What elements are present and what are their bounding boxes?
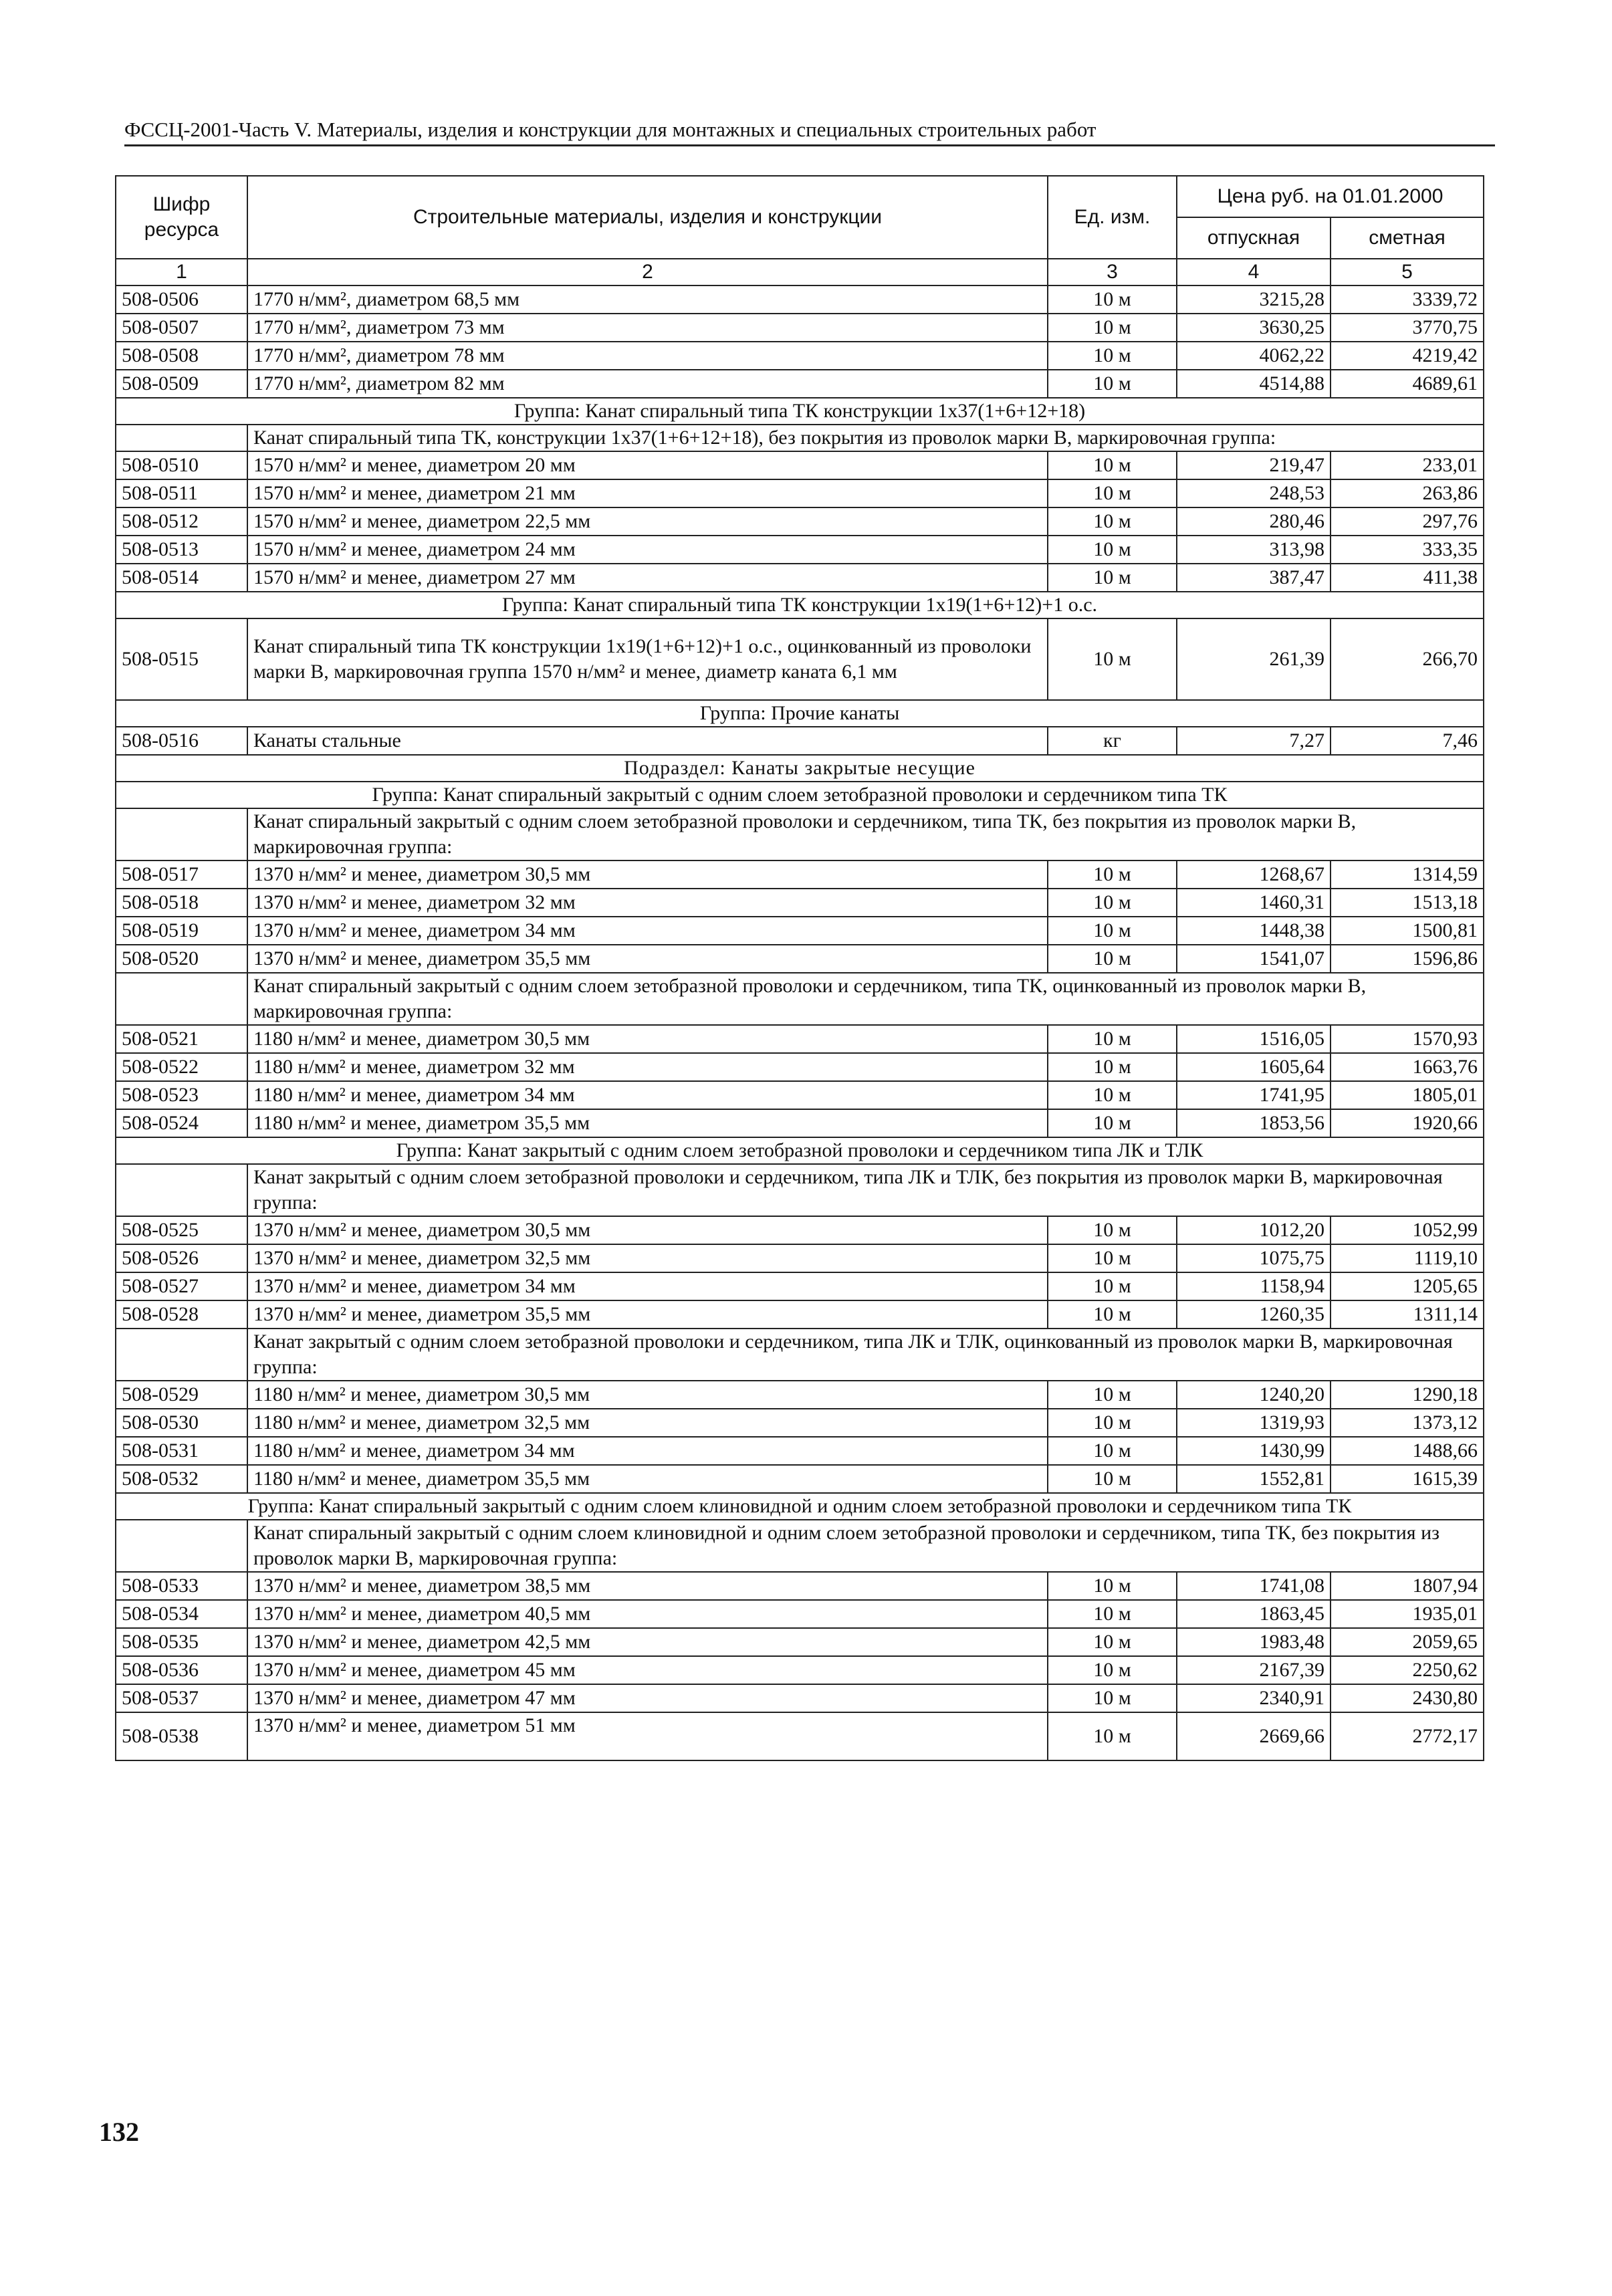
group-description-row	[116, 808, 1484, 860]
release-price: 3215,28	[1177, 285, 1331, 314]
unit: 10 м	[1048, 945, 1177, 973]
release-price: 2669,66	[1177, 1712, 1331, 1760]
material-name: 1370 н/мм² и менее, диаметром 51 мм	[247, 1712, 1048, 1760]
table-row	[116, 945, 1484, 973]
estimate-price: 1920,66	[1331, 1109, 1484, 1137]
estimate-price: 2430,80	[1331, 1684, 1484, 1712]
resource-code: 508-0524	[116, 1109, 247, 1137]
release-price: 1158,94	[1177, 1272, 1331, 1300]
estimate-price: 4219,42	[1331, 342, 1484, 370]
table-row	[116, 314, 1484, 342]
group-heading-row	[116, 782, 1484, 808]
col-number: 2	[247, 259, 1048, 285]
table-row	[116, 1381, 1484, 1409]
table-row	[116, 727, 1484, 755]
table-row	[116, 1025, 1484, 1053]
resource-code: 508-0520	[116, 945, 247, 973]
table-row	[116, 536, 1484, 564]
release-price: 1460,31	[1177, 889, 1331, 917]
estimate-price: 4689,61	[1331, 370, 1484, 398]
table-row	[116, 1109, 1484, 1137]
group-heading-row	[116, 700, 1484, 727]
resource-code: 508-0512	[116, 507, 247, 536]
unit: 10 м	[1048, 1656, 1177, 1684]
estimate-price: 233,01	[1331, 451, 1484, 479]
table-row	[116, 1465, 1484, 1493]
release-price: 1983,48	[1177, 1628, 1331, 1656]
release-price: 1260,35	[1177, 1300, 1331, 1329]
col-header-unit: Ед. изм.	[1048, 176, 1177, 259]
release-price: 2340,91	[1177, 1684, 1331, 1712]
resource-code: 508-0536	[116, 1656, 247, 1684]
unit: 10 м	[1048, 479, 1177, 507]
estimate-price: 263,86	[1331, 479, 1484, 507]
estimate-price: 297,76	[1331, 507, 1484, 536]
col-header-name: Строительные материалы, изделия и конструкции	[247, 176, 1048, 259]
empty-code-cell	[116, 1164, 247, 1216]
estimate-price: 1570,93	[1331, 1025, 1484, 1053]
material-name: 1180 н/мм² и менее, диаметром 35,5 мм	[247, 1465, 1048, 1493]
table-row	[116, 479, 1484, 507]
material-name: 1370 н/мм² и менее, диаметром 40,5 мм	[247, 1600, 1048, 1628]
unit: 10 м	[1048, 1081, 1177, 1109]
unit: 10 м	[1048, 1600, 1177, 1628]
col-number: 4	[1177, 259, 1331, 285]
estimate-price: 1373,12	[1331, 1409, 1484, 1437]
release-price: 261,39	[1177, 618, 1331, 700]
release-price: 4514,88	[1177, 370, 1331, 398]
material-name: 1180 н/мм² и менее, диаметром 32,5 мм	[247, 1409, 1048, 1437]
unit: 10 м	[1048, 1109, 1177, 1137]
release-price: 1268,67	[1177, 860, 1331, 889]
unit: 10 м	[1048, 507, 1177, 536]
release-price: 1012,20	[1177, 1216, 1331, 1244]
material-name: 1570 н/мм² и менее, диаметром 21 мм	[247, 479, 1048, 507]
resource-code: 508-0534	[116, 1600, 247, 1628]
resource-code: 508-0506	[116, 285, 247, 314]
estimate-price: 7,46	[1331, 727, 1484, 755]
material-name: 1770 н/мм², диаметром 73 мм	[247, 314, 1048, 342]
table-row	[116, 1244, 1484, 1272]
material-name: 1570 н/мм² и менее, диаметром 20 мм	[247, 451, 1048, 479]
release-price: 1853,56	[1177, 1109, 1331, 1137]
group-heading-row	[116, 1137, 1484, 1164]
table-row	[116, 370, 1484, 398]
material-name: 1180 н/мм² и менее, диаметром 30,5 мм	[247, 1025, 1048, 1053]
column-number-row	[116, 259, 1484, 285]
group-description: Канат закрытый с одним слоем зетобразной проволоки и сердечником, типа ЛК и ТЛК, без покрытия из проволок марки В, маркировочная группа:	[247, 1164, 1484, 1216]
resource-code: 508-0526	[116, 1244, 247, 1272]
material-name: 1370 н/мм² и менее, диаметром 42,5 мм	[247, 1628, 1048, 1656]
estimate-price: 411,38	[1331, 564, 1484, 592]
group-description: Канат спиральный закрытый с одним слоем клиновидной и одним слоем зетобразной проволоки и сердечником, типа ТК, без покрытия из проволок марки В, маркировочная группа:	[247, 1520, 1484, 1572]
unit: 10 м	[1048, 889, 1177, 917]
material-name: 1370 н/мм² и менее, диаметром 30,5 мм	[247, 860, 1048, 889]
resource-code: 508-0530	[116, 1409, 247, 1437]
resource-code: 508-0514	[116, 564, 247, 592]
estimate-price: 1290,18	[1331, 1381, 1484, 1409]
unit: 10 м	[1048, 1244, 1177, 1272]
group-heading: Группа: Канат закрытый с одним слоем зетобразной проволоки и сердечником типа ЛК и ТЛК	[116, 1137, 1484, 1164]
resource-code: 508-0515	[116, 618, 247, 700]
unit: 10 м	[1048, 370, 1177, 398]
resource-code: 508-0522	[116, 1053, 247, 1081]
material-name: 1370 н/мм² и менее, диаметром 35,5 мм	[247, 945, 1048, 973]
release-price: 1430,99	[1177, 1437, 1331, 1465]
table-row	[116, 342, 1484, 370]
estimate-price: 1488,66	[1331, 1437, 1484, 1465]
unit: 10 м	[1048, 1684, 1177, 1712]
unit: 10 м	[1048, 1409, 1177, 1437]
estimate-price: 3770,75	[1331, 314, 1484, 342]
unit: кг	[1048, 727, 1177, 755]
material-name: 1370 н/мм² и менее, диаметром 34 мм	[247, 917, 1048, 945]
col-header-code: Шифр ресурса	[116, 176, 247, 259]
unit: 10 м	[1048, 618, 1177, 700]
release-price: 1075,75	[1177, 1244, 1331, 1272]
table-row	[116, 1684, 1484, 1712]
group-description: Канат закрытый с одним слоем зетобразной проволоки и сердечником, типа ЛК и ТЛК, оцинкованный из проволок марки В, маркировочная группа:	[247, 1329, 1484, 1381]
release-price: 1741,08	[1177, 1572, 1331, 1600]
release-price: 1605,64	[1177, 1053, 1331, 1081]
resource-code: 508-0533	[116, 1572, 247, 1600]
estimate-price: 2059,65	[1331, 1628, 1484, 1656]
material-name: 1180 н/мм² и менее, диаметром 30,5 мм	[247, 1381, 1048, 1409]
unit: 10 м	[1048, 917, 1177, 945]
table-row	[116, 1216, 1484, 1244]
resource-code: 508-0511	[116, 479, 247, 507]
material-name: 1180 н/мм² и менее, диаметром 35,5 мм	[247, 1109, 1048, 1137]
release-price: 1319,93	[1177, 1409, 1331, 1437]
group-description-row	[116, 1329, 1484, 1381]
group-heading-row	[116, 1493, 1484, 1520]
group-description: Канат спиральный закрытый с одним слоем зетобразной проволоки и сердечником, типа ТК, оцинкованный из проволок марки В, маркировочная группа:	[247, 973, 1484, 1025]
resource-code: 508-0523	[116, 1081, 247, 1109]
unit: 10 м	[1048, 536, 1177, 564]
empty-code-cell	[116, 1329, 247, 1381]
group-description-row	[116, 973, 1484, 1025]
release-price: 1552,81	[1177, 1465, 1331, 1493]
group-heading: Группа: Канат спиральный типа ТК конструкции 1х19(1+6+12)+1 о.с.	[116, 592, 1484, 618]
material-name: 1370 н/мм² и менее, диаметром 32,5 мм	[247, 1244, 1048, 1272]
material-name: 1370 н/мм² и менее, диаметром 32 мм	[247, 889, 1048, 917]
empty-code-cell	[116, 808, 247, 860]
unit: 10 м	[1048, 1437, 1177, 1465]
col-header-estimate: сметная	[1331, 217, 1484, 259]
estimate-price: 1311,14	[1331, 1300, 1484, 1329]
table-row	[116, 1081, 1484, 1109]
resource-code: 508-0527	[116, 1272, 247, 1300]
estimate-price: 1500,81	[1331, 917, 1484, 945]
table-row	[116, 1409, 1484, 1437]
estimate-price: 1513,18	[1331, 889, 1484, 917]
resource-code: 508-0537	[116, 1684, 247, 1712]
release-price: 1448,38	[1177, 917, 1331, 945]
unit: 10 м	[1048, 1025, 1177, 1053]
estimate-price: 1935,01	[1331, 1600, 1484, 1628]
release-price: 248,53	[1177, 479, 1331, 507]
resource-code: 508-0517	[116, 860, 247, 889]
table-row	[116, 507, 1484, 536]
unit: 10 м	[1048, 285, 1177, 314]
group-heading: Группа: Канат спиральный типа ТК конструкции 1х37(1+6+12+18)	[116, 398, 1484, 425]
material-name: 1370 н/мм² и менее, диаметром 35,5 мм	[247, 1300, 1048, 1329]
unit: 10 м	[1048, 860, 1177, 889]
group-heading: Группа: Канат спиральный закрытый с одним слоем зетобразной проволоки и сердечником типа ТК	[116, 782, 1484, 808]
estimate-price: 1663,76	[1331, 1053, 1484, 1081]
unit: 10 м	[1048, 1216, 1177, 1244]
estimate-price: 1205,65	[1331, 1272, 1484, 1300]
col-number: 1	[116, 259, 247, 285]
resource-code: 508-0528	[116, 1300, 247, 1329]
estimate-price: 1807,94	[1331, 1572, 1484, 1600]
resource-code: 508-0509	[116, 370, 247, 398]
table-row	[116, 285, 1484, 314]
col-number: 3	[1048, 259, 1177, 285]
unit: 10 м	[1048, 451, 1177, 479]
unit: 10 м	[1048, 1381, 1177, 1409]
estimate-price: 1314,59	[1331, 860, 1484, 889]
release-price: 1240,20	[1177, 1381, 1331, 1409]
estimate-price: 1052,99	[1331, 1216, 1484, 1244]
estimate-price: 1615,39	[1331, 1465, 1484, 1493]
resource-code: 508-0535	[116, 1628, 247, 1656]
table-row	[116, 1272, 1484, 1300]
release-price: 1516,05	[1177, 1025, 1331, 1053]
table-row	[116, 860, 1484, 889]
material-name: Канаты стальные	[247, 727, 1048, 755]
material-name: 1370 н/мм² и менее, диаметром 34 мм	[247, 1272, 1048, 1300]
page-number: 132	[99, 2117, 139, 2147]
material-name: 1570 н/мм² и менее, диаметром 24 мм	[247, 536, 1048, 564]
estimate-price: 266,70	[1331, 618, 1484, 700]
resource-code: 508-0507	[116, 314, 247, 342]
material-name: 1770 н/мм², диаметром 78 мм	[247, 342, 1048, 370]
unit: 10 м	[1048, 1628, 1177, 1656]
resource-code: 508-0531	[116, 1437, 247, 1465]
estimate-price: 1596,86	[1331, 945, 1484, 973]
table-header-row	[116, 176, 1484, 217]
estimate-price: 2772,17	[1331, 1712, 1484, 1760]
material-name: 1180 н/мм² и менее, диаметром 34 мм	[247, 1081, 1048, 1109]
release-price: 2167,39	[1177, 1656, 1331, 1684]
table-row	[116, 917, 1484, 945]
subsection-heading-row	[116, 755, 1484, 782]
col-header-release: отпускная	[1177, 217, 1331, 259]
empty-code-cell	[116, 1520, 247, 1572]
release-price: 313,98	[1177, 536, 1331, 564]
table-row	[116, 1628, 1484, 1656]
table-row	[116, 618, 1484, 700]
material-name: 1570 н/мм² и менее, диаметром 22,5 мм	[247, 507, 1048, 536]
table-row	[116, 564, 1484, 592]
release-price: 3630,25	[1177, 314, 1331, 342]
unit: 10 м	[1048, 1465, 1177, 1493]
group-heading: Группа: Канат спиральный закрытый с одним слоем клиновидной и одним слоем зетобразной проволоки и сердечником типа ТК	[116, 1493, 1484, 1520]
resource-code: 508-0525	[116, 1216, 247, 1244]
empty-code-cell	[116, 973, 247, 1025]
material-name: 1370 н/мм² и менее, диаметром 38,5 мм	[247, 1572, 1048, 1600]
group-description-row	[116, 1520, 1484, 1572]
resource-code: 508-0532	[116, 1465, 247, 1493]
material-name: 1370 н/мм² и менее, диаметром 30,5 мм	[247, 1216, 1048, 1244]
unit: 10 м	[1048, 564, 1177, 592]
unit: 10 м	[1048, 1572, 1177, 1600]
release-price: 7,27	[1177, 727, 1331, 755]
unit: 10 м	[1048, 342, 1177, 370]
release-price: 1741,95	[1177, 1081, 1331, 1109]
estimate-price: 1119,10	[1331, 1244, 1484, 1272]
material-name: 1180 н/мм² и менее, диаметром 34 мм	[247, 1437, 1048, 1465]
col-header-price: Цена руб. на 01.01.2000	[1177, 176, 1484, 217]
release-price: 1541,07	[1177, 945, 1331, 973]
price-table	[115, 175, 1484, 1761]
material-name: 1770 н/мм², диаметром 68,5 мм	[247, 285, 1048, 314]
table-row	[116, 1600, 1484, 1628]
resource-code: 508-0529	[116, 1381, 247, 1409]
estimate-price: 3339,72	[1331, 285, 1484, 314]
estimate-price: 333,35	[1331, 536, 1484, 564]
subsection-heading: Подраздел: Канаты закрытые несущие	[116, 755, 1484, 782]
release-price: 219,47	[1177, 451, 1331, 479]
resource-code: 508-0516	[116, 727, 247, 755]
table-row	[116, 1437, 1484, 1465]
unit: 10 м	[1048, 1272, 1177, 1300]
release-price: 4062,22	[1177, 342, 1331, 370]
page-header: ФССЦ-2001-Часть V. Материалы, изделия и конструкции для монтажных и специальных строительных работ	[124, 118, 1495, 146]
group-description: Канат спиральный закрытый с одним слоем зетобразной проволоки и сердечником, типа ТК, без покрытия из проволок марки В, маркировочная группа:	[247, 808, 1484, 860]
table-row	[116, 1572, 1484, 1600]
resource-code: 508-0513	[116, 536, 247, 564]
estimate-price: 2250,62	[1331, 1656, 1484, 1684]
resource-code: 508-0508	[116, 342, 247, 370]
table-row	[116, 1656, 1484, 1684]
resource-code: 508-0521	[116, 1025, 247, 1053]
material-name: 1770 н/мм², диаметром 82 мм	[247, 370, 1048, 398]
group-heading: Группа: Прочие канаты	[116, 700, 1484, 727]
material-name: 1370 н/мм² и менее, диаметром 45 мм	[247, 1656, 1048, 1684]
material-name: 1370 н/мм² и менее, диаметром 47 мм	[247, 1684, 1048, 1712]
unit: 10 м	[1048, 1053, 1177, 1081]
table-row	[116, 451, 1484, 479]
material-name: 1570 н/мм² и менее, диаметром 27 мм	[247, 564, 1048, 592]
col-number: 5	[1331, 259, 1484, 285]
unit: 10 м	[1048, 314, 1177, 342]
group-heading-row	[116, 398, 1484, 425]
table-row	[116, 889, 1484, 917]
release-price: 1863,45	[1177, 1600, 1331, 1628]
unit: 10 м	[1048, 1300, 1177, 1329]
material-name: Канат спиральный типа ТК конструкции 1х19(1+6+12)+1 о.с., оцинкованный из проволоки марки В, маркировочная группа 1570 н/мм² и менее, диаметр каната 6,1 мм	[247, 618, 1048, 700]
table-row	[116, 1053, 1484, 1081]
group-description-row	[116, 1164, 1484, 1216]
release-price: 280,46	[1177, 507, 1331, 536]
resource-code: 508-0518	[116, 889, 247, 917]
release-price: 387,47	[1177, 564, 1331, 592]
group-description-row	[116, 425, 1484, 451]
group-heading-row	[116, 592, 1484, 618]
resource-code: 508-0519	[116, 917, 247, 945]
material-name: 1180 н/мм² и менее, диаметром 32 мм	[247, 1053, 1048, 1081]
unit: 10 м	[1048, 1712, 1177, 1760]
table-row	[116, 1712, 1484, 1760]
estimate-price: 1805,01	[1331, 1081, 1484, 1109]
empty-code-cell	[116, 425, 247, 451]
resource-code: 508-0538	[116, 1712, 247, 1760]
group-description: Канат спиральный типа ТК, конструкции 1х37(1+6+12+18), без покрытия из проволок марки В, маркировочная группа:	[247, 425, 1484, 451]
table-row	[116, 1300, 1484, 1329]
resource-code: 508-0510	[116, 451, 247, 479]
